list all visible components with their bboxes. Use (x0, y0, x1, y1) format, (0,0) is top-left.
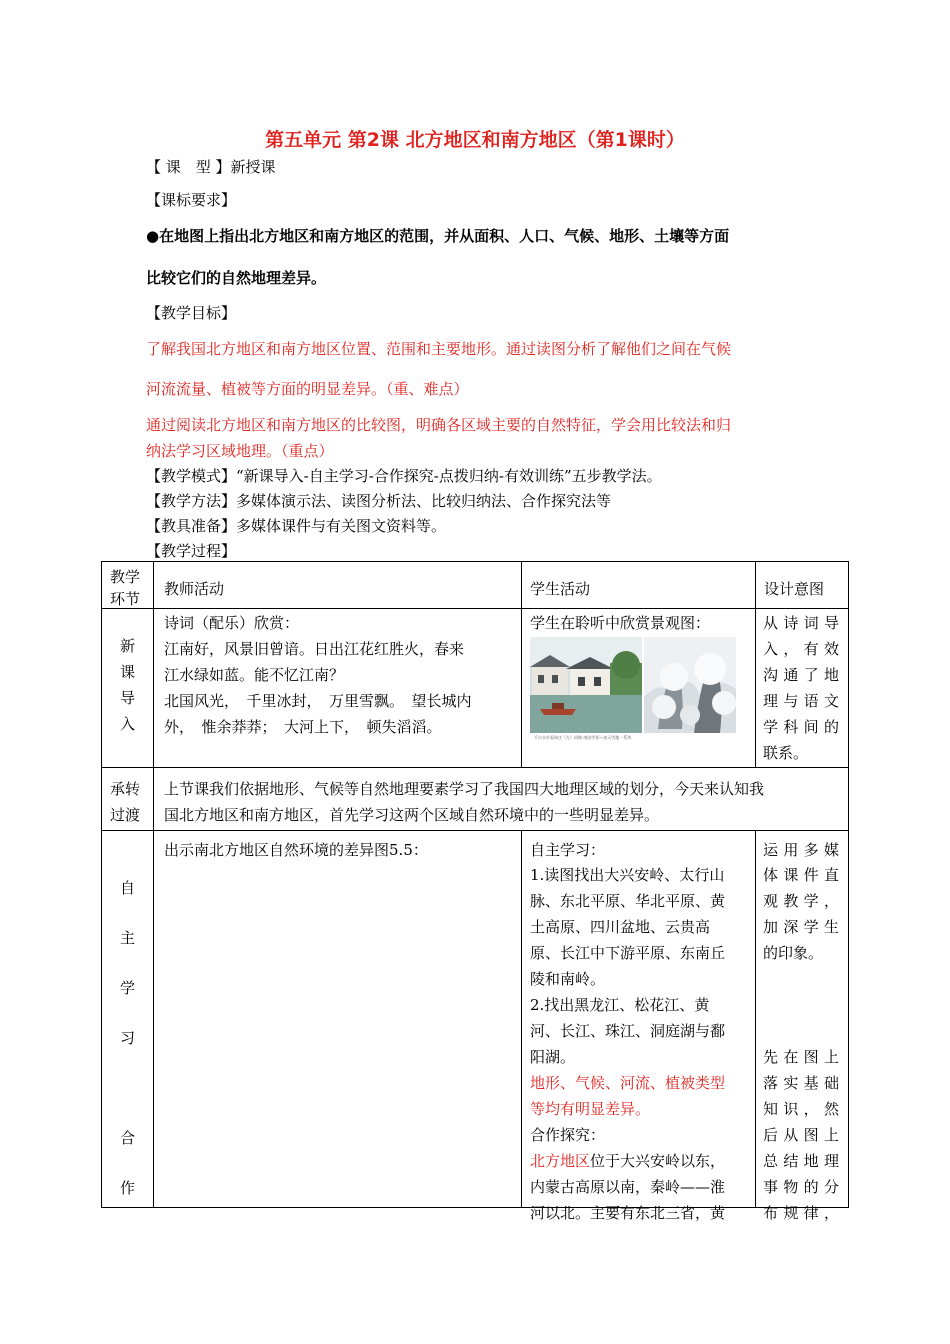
student-line: 土高原、四川盆地、云贵高 (530, 918, 711, 936)
stage-char: 作 (119, 1179, 135, 1197)
stage-char: 入 (119, 715, 135, 733)
intent-line: 学科间的 (763, 718, 839, 736)
student-line (530, 1150, 725, 1171)
snow-scene-photo (644, 637, 736, 741)
header-teacher: 教师活动 (164, 580, 225, 598)
intent-line: 入，有效 (763, 640, 839, 658)
header-stage-2: 环节 (110, 590, 141, 608)
intent-line: 观教学， (763, 892, 839, 910)
stage-char: 自 (119, 879, 135, 897)
intent-line: 理与语文 (763, 692, 839, 710)
student-line: 合作探究： (530, 1126, 606, 1144)
north-region-label: 北方地区 (530, 1152, 591, 1170)
stage-char: 课 (119, 663, 135, 681)
intent-line: 联系。 (763, 744, 809, 762)
intent-line: 的印象。 (763, 944, 824, 962)
photo-caption: 千古水乡看周庄（左）同期 南国雪景—冰天雪地一系列 (534, 735, 632, 740)
intent-line: 知识，然 (763, 1100, 839, 1118)
teaching-methods: 【教学方法】多媒体演示法、读图分析法、比较归纳法、合作探究法等 (146, 492, 612, 510)
stage-label: 承转 (110, 780, 141, 798)
stage-char: 合 (119, 1129, 135, 1147)
stage-label: 过渡 (110, 806, 141, 824)
poem-line: 江水绿如蓝。能不忆江南？ (164, 666, 345, 684)
student-line: 内蒙古高原以南，秦岭——淮 (530, 1178, 726, 1196)
student-line-highlight: 等均有明显差异。 (530, 1100, 651, 1118)
header-student: 学生活动 (530, 580, 591, 598)
intent-line: 后从图上 (763, 1126, 839, 1144)
stage-char: 习 (119, 1029, 135, 1047)
process-heading: 【教学过程】 (146, 542, 237, 560)
student-line: 阳湖。 (530, 1048, 576, 1066)
student-line: 原、长江中下游平原、东南丘 (530, 944, 726, 962)
student-line: 陵和南岭。 (530, 970, 606, 988)
student-line: 自主学习： (530, 841, 606, 859)
student-activity-text: 学生在聆听中欣赏景观图： (530, 614, 711, 632)
goal-line: 了解我国北方地区和南方地区位置、范围和主要地形。通过读图分析了解他们之间在气候 (146, 340, 732, 358)
intent-line: 运用多媒 (763, 841, 839, 859)
table-row (102, 609, 849, 768)
poem-line: 江南好，风景旧曾谙。日出江花红胜火，春来 (164, 640, 465, 658)
process-table (101, 561, 849, 1222)
student-line: 脉、东北平原、华北平原、黄 (530, 892, 726, 910)
course-type: 【 课 型 】新授课 (146, 158, 276, 176)
table-header-row (102, 562, 849, 609)
student-line: 河、长江、珠江、洞庭湖与鄱 (530, 1022, 726, 1040)
standards-line: ●在地图上指出北方地区和南方地区的范围，并从面积、人口、气候、地形、土壤等方面 (146, 227, 730, 245)
goal-line: 纳法学习区域地理。（重点） (146, 442, 334, 460)
stage-char: 导 (119, 689, 135, 707)
intent-line: 总结地理 (763, 1152, 839, 1170)
intent-line: 加深学生 (763, 918, 839, 936)
teacher-activity-text: 出示南北方地区自然环境的差异图5.5： (164, 841, 428, 859)
poem-line: 北国风光， 千里冰封， 万里雪飘。 望长城内 (164, 692, 472, 710)
north-region-text: 位于大兴安岭以东， (590, 1152, 726, 1170)
header-stage-1: 教学 (110, 568, 141, 586)
standards-heading: 【课标要求】 (146, 191, 237, 209)
goals-heading: 【教学目标】 (146, 304, 237, 322)
student-line: 河以北。主要有东北三省，黄 (530, 1204, 726, 1222)
document-title: 第五单元 第2课 北方地区和南方地区（第1课时） (265, 129, 685, 151)
student-line: 1.读图找出大兴安岭、太行山 (530, 866, 725, 884)
goal-line: 通过阅读北方地区和南方地区的比较图，明确各区域主要的自然特征，学会用比较法和归 (146, 416, 732, 434)
header-intent: 设计意图 (764, 580, 825, 598)
stage-char: 新 (119, 637, 135, 655)
intent-line: 从诗词导 (763, 614, 839, 632)
intent-line: 先在图上 (763, 1048, 839, 1066)
poem-intro: 诗词（配乐）欣赏： (164, 614, 300, 632)
intent-line: 沟通了地 (763, 666, 839, 684)
intent-line: 布规律， (763, 1204, 839, 1222)
student-line: 2.找出黑龙江、松花江、黄 (530, 996, 710, 1014)
poem-line: 外， 惟余莽莽； 大河上下， 顿失滔滔。 (164, 718, 442, 736)
intent-line: 体课件直 (763, 866, 839, 884)
water-town-photo (530, 637, 642, 741)
transition-line: 上节课我们依据地形、气候等自然地理要素学习了我国四大地理区域的划分，今天来认知我 (164, 780, 765, 798)
intent-line: 落实基础 (763, 1074, 839, 1092)
stage-char: 主 (119, 929, 135, 947)
table-row (102, 768, 849, 831)
teaching-mode: 【教学模式】“新课导入-自主学习-合作探究-点拨归纳-有效训练”五步教学法。 (146, 467, 662, 485)
goal-line: 河流流量、植被等方面的明显差异。（重、难点） (146, 380, 469, 398)
stage-char: 学 (119, 979, 135, 997)
table-row (102, 831, 849, 1208)
teaching-tools: 【教具准备】多媒体课件与有关图文资料等。 (146, 517, 447, 535)
student-line-highlight: 地形、气候、河流、植被类型 (530, 1074, 726, 1092)
transition-line: 国北方地区和南方地区，首先学习这两个区域自然环境中的一些明显差异。 (164, 806, 660, 824)
standards-line: 比较它们的自然地理差异。 (146, 269, 327, 287)
intent-line: 事物的分 (763, 1178, 839, 1196)
